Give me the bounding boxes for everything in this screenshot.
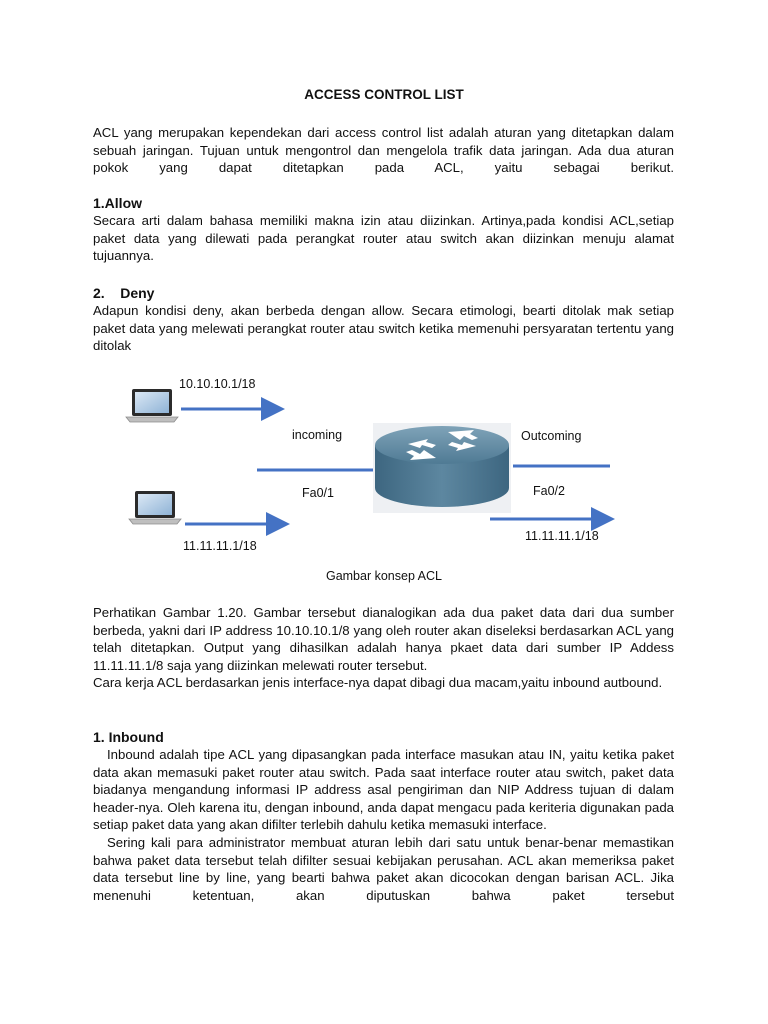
- explanation-paragraph: Perhatikan Gambar 1.20. Gambar tersebut dianalogikan ada dua paket data dari dua sumber berbeda, yakni dari IP address 10.10.10.1/8 yang oleh router akan diseleksi berdasarkan ACL yang telah ditetapkan. Output yang dihasilkan adalah hanya pkaet data dari sumber IP Addess 11.11.11.1/8 saja yang diizinkan melewati router tersebut.: [93, 605, 674, 673]
- deny-section: [93, 284, 674, 355]
- inbound-section: [93, 728, 674, 904]
- inbound-heading: 1. Inbound: [93, 729, 164, 745]
- laptop-icon: [129, 491, 181, 524]
- incoming-label: incoming: [292, 428, 343, 442]
- explanation-block: [93, 604, 674, 692]
- outcoming-label: Outcoming: [521, 429, 582, 443]
- inbound-paragraph-2: Sering kali para administrator membuat aturan lebih dari satu untuk benar-benar memastikan bahwa paket data tersebut telah difilter sesuai kebijakan perusahan. ACL akan memeriksa paket data tersebut line by line, yang bearti bahwa paket akan dicocokan dengan barisan ACL. Jika menenuhi ketentuan, akan diputuskan bahwa paket tersebut: [93, 834, 674, 903]
- fa02-label: Fa0/2: [533, 484, 565, 498]
- page-title: ACCESS CONTROL LIST: [304, 87, 464, 102]
- inbound-paragraph-1: Inbound adalah tipe ACL yang dipasangkan pada interface masukan atau IN, yaitu ketika paket data akan memasuki paket router atau switch. Pada saat interface router atau switch, paket data biadanya mengandung informasi IP address asal pengiriman dan NIP Address tujuan di dalam header-nya. Oleh karena itu, dengan inbound, anda dapat mengacu pada keriteria digunakan pada setiap paket data yang akan difilter terlebih dahulu ketika memasuki interface.: [93, 747, 674, 833]
- acl-diagram-svg: [0, 360, 768, 600]
- allow-paragraph: Secara arti dalam bahasa memiliki makna izin atau diizinkan. Artinya,pada kondisi ACL,setiap paket data yang dilewati pada perangkat router atau switch akan diizinkan menuju alamat tujuannya.: [93, 213, 674, 264]
- ip-bottom-left-label: 11.11.11.1/18: [183, 539, 257, 553]
- acl-diagram: [0, 360, 768, 600]
- intro-paragraph-block: [93, 124, 674, 177]
- deny-paragraph: Adapun kondisi deny, akan berbeda dengan allow. Secara etimologi, bearti ditolak mak setiap paket data yang melewati perangkat router atau switch ketika memenuhi persyaratan tertentu yang ditolak: [93, 303, 674, 354]
- router-icon: [373, 423, 511, 513]
- diagram-caption: Gambar konsep ACL: [325, 569, 443, 583]
- allow-heading: 1.Allow: [93, 195, 143, 211]
- deny-heading: 2. Deny: [93, 285, 155, 301]
- fa01-label: Fa0/1: [302, 486, 334, 500]
- intro-paragraph: ACL yang merupakan kependekan dari access control list adalah aturan yang ditetapkan dalam sebuah jaringan. Tujuan untuk mengontrol dan mengelola trafik data jaringan. Ada dua aturan pokok yang dapat ditetapkan pada ACL, yaitu sebagai berikut.: [93, 125, 674, 176]
- interface-types-paragraph: Cara kerja ACL berdasarkan jenis interface-nya dapat dibagi dua macam,yaitu inbound autbound.: [93, 675, 663, 691]
- ip-top-label: 10.10.10.1/18: [179, 377, 256, 391]
- allow-section: [93, 194, 674, 265]
- ip-bottom-right-label: 11.11.11.1/18: [525, 529, 599, 543]
- laptop-icon: [126, 389, 178, 422]
